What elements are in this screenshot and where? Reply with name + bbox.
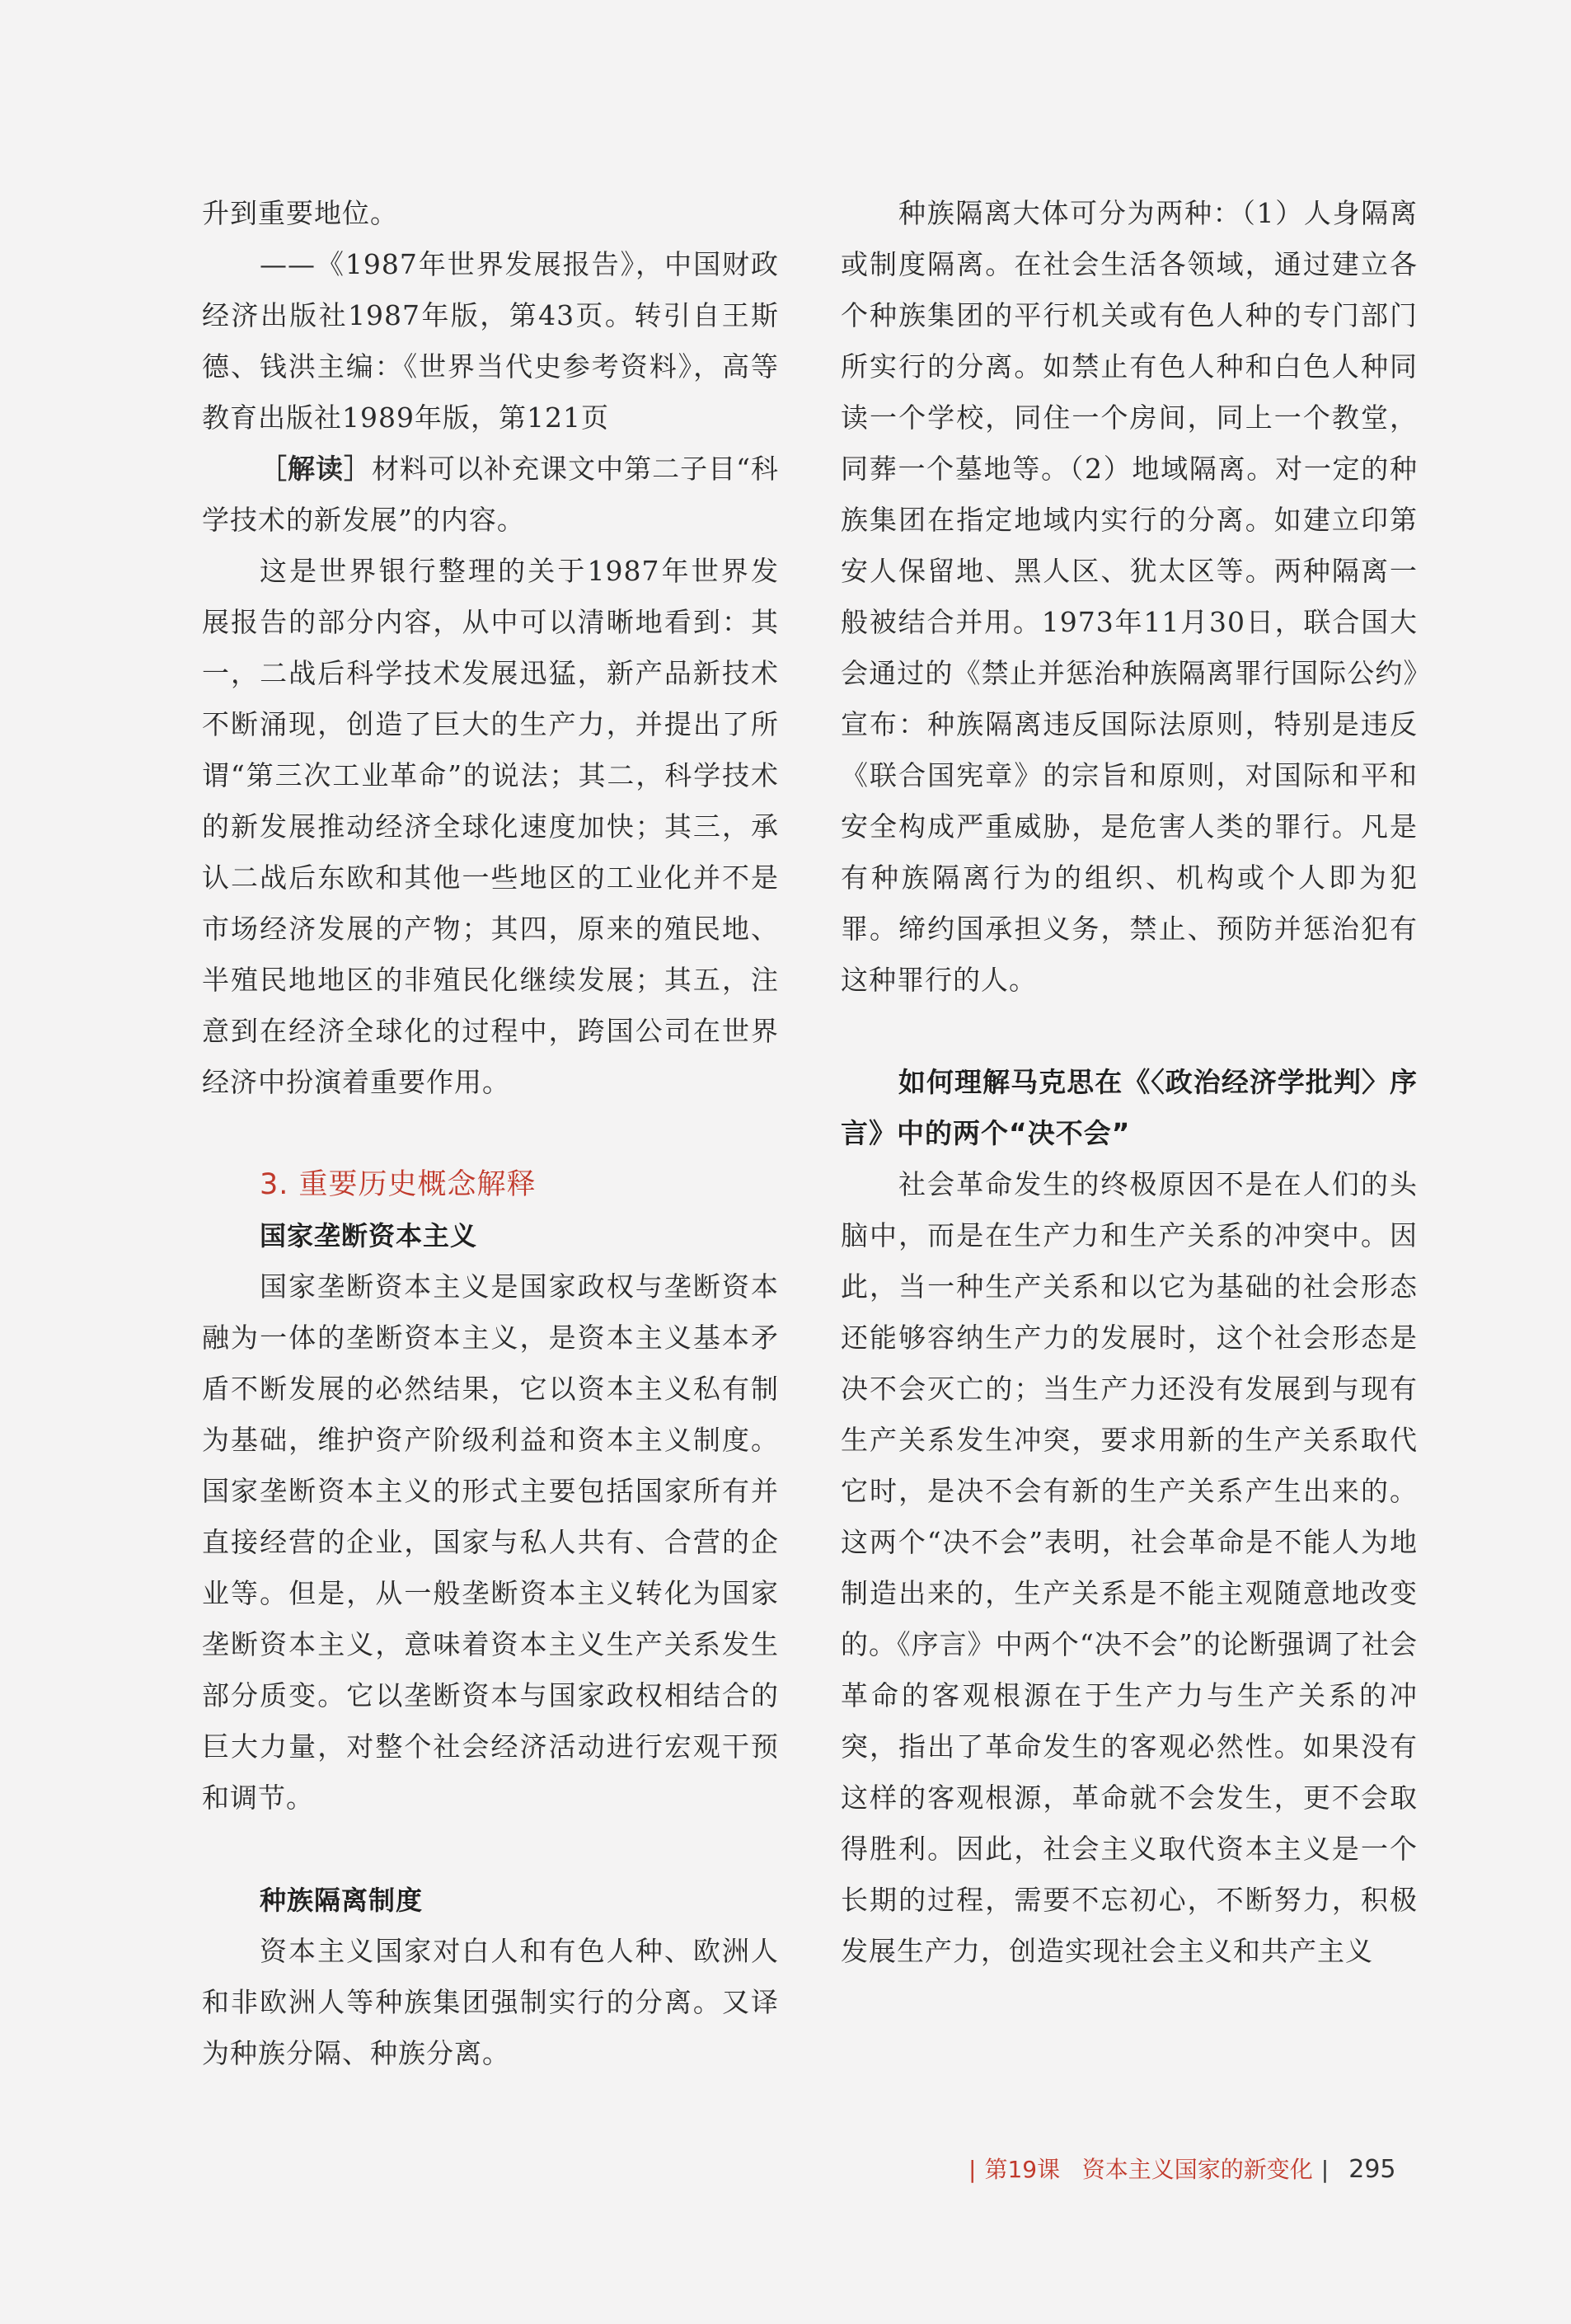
footer-lesson-number: 第19课 [984,2156,1061,2183]
term-text-state-monopoly: 国家垄断资本主义是国家政权与垄断资本融为一体的垄断资本主义，是资本主义基本矛盾不断发展的必然结果，它以资本主义私有制为基础，维护资产阶级利益和资本主义制度。国家垄断资本主义的形式主要包括国家所有并直接经营的企业，国家与私人共有、合营的企业等。但是，从一般垄断资本主义转化为国家垄断资本主义，意味着资本主义生产关系发生部分质变。它以垄断资本与国家政权相结合的巨大力量，对整个社会经济活动进行宏观干预和调节。 [202,1270,779,1814]
page-footer: | 第19课 资本主义国家的新变化 | 295 [968,2155,1396,2184]
marx-question-title: 如何理解马克思在《〈政治经济学批判〉序言》中的两个“决不会” [841,1066,1418,1149]
left-column [202,188,779,2079]
citation: ——《1987年世界发展报告》，中国财政经济出版社1987年版，第43页。转引自王斯德、钱洪主编：《世界当代史参考资料》，高等教育出版社1989年版，第121页 [202,248,779,434]
interpretation-paragraph [202,444,779,546]
term-title-apartheid: 种族隔离制度 [260,1885,424,1916]
term-text-apartheid: 资本主义国家对白人和有色人种、欧洲人和非欧洲人等种族集团强制实行的分离。又译为种族分隔、种族分离。 [202,1935,779,2069]
right-column [841,188,1418,1977]
section-title: 3. 重要历史概念解释 [260,1168,537,1201]
term-title-state-monopoly: 国家垄断资本主义 [260,1220,478,1251]
footer-lesson-title: 资本主义国家的新变化 [1081,2156,1313,2183]
page-number: 295 [1348,2155,1396,2184]
interpretation-tag: ［解读］ [260,453,373,485]
paragraph-continuation: 升到重要地位。 [202,197,398,229]
apartheid-types-paragraph: 种族隔离大体可分为两种：（1）人身隔离或制度隔离。在社会生活各领域，通过建立各个种族集团的平行机关或有色人种的专门部门所实行的分离。如禁止有色人种和白色人种同读一个学校，同住一个房间，同上一个教堂，同葬一个墓地等。（2）地域隔离。对一定的种族集团在指定地域内实行的分离。如建立印第安人保留地、黑人区、犹太区等。两种隔离一般被结合并用。1973年11月30日，联合国大会通过的《禁止并惩治种族隔离罪行国际公约》宣布：种族隔离违反国际法原则，特别是违反《联合国宪章》的宗旨和原则，对国际和平和安全构成严重威胁，是危害人类的罪行。凡是有种族隔离行为的组织、机构或个人即为犯罪。缔约国承担义务，禁止、预防并惩治犯有这种罪行的人。 [841,197,1418,996]
interpretation-text: 材料可以补充课文中第二子目“科学技术的新发展”的内容。 [202,453,779,536]
analysis-paragraph: 这是世界银行整理的关于1987年世界发展报告的部分内容，从中可以清晰地看到：其一，二战后科学技术发展迅猛，新产品新技术不断涌现，创造了巨大的生产力，并提出了所谓“第三次工业革命”的说法；其二，科学技术的新发展推动经济全球化速度加快；其三，承认二战后东欧和其他一些地区的工业化并不是市场经济发展的产物；其四，原来的殖民地、半殖民地地区的非殖民化继续发展；其五，注意到在经济全球化的过程中，跨国公司在世界经济中扮演着重要作用。 [202,555,779,1098]
marx-explanation-paragraph: 社会革命发生的终极原因不是在人们的头脑中，而是在生产力和生产关系的冲突中。因此，当一种生产关系和以它为基础的社会形态还能够容纳生产力的发展时，这个社会形态是决不会灭亡的；当生产力还没有发展到与现有生产关系发生冲突，要求用新的生产关系取代它时，是决不会有新的生产关系产生出来的。这两个“决不会”表明，社会革命是不能人为地制造出来的，生产关系是不能主观随意地改变的。《序言》中两个“决不会”的论断强调了社会革命的客观根源在于生产力与生产关系的冲突，指出了革命发生的客观必然性。如果没有这样的客观根源，革命就不会发生，更不会取得胜利。因此，社会主义取代资本主义是一个长期的过程，需要不忘初心，不断努力，积极发展生产力，创造实现社会主义和共产主义 [841,1168,1418,1967]
